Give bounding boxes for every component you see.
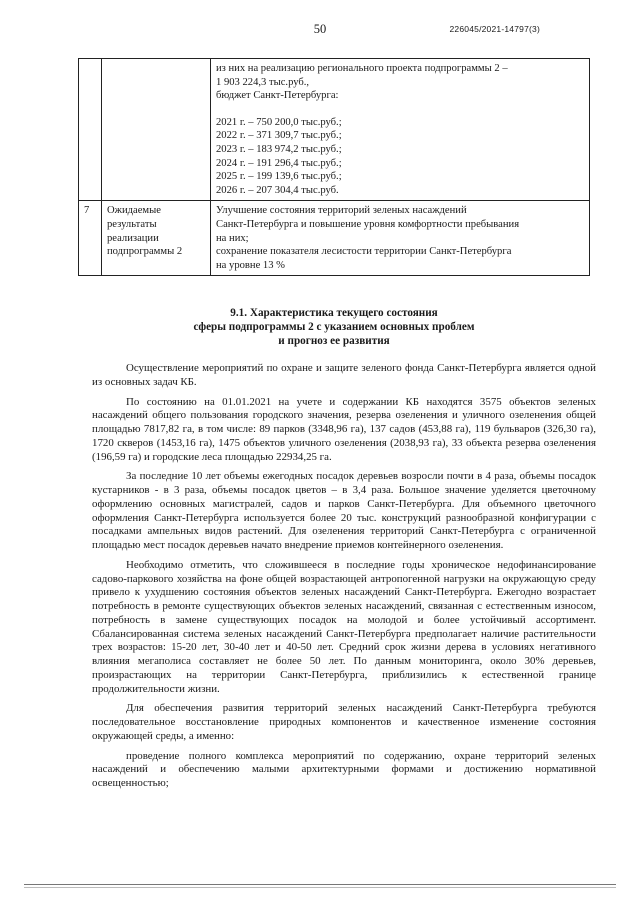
row-number-cell: 7 [79,201,102,276]
funding-year-line: 2026 г. – 207 304,4 тыс.руб. [216,184,339,196]
paragraph: проведение полного комплекса мероприятий по содержанию, охране территорий зеленых насаждений и обеспечению малыми архитектурными формами и достижению нормативной освещенностью; [92,749,596,789]
funding-line: бюджет Санкт-Петербурга: [216,90,339,102]
page-number: 50 [313,22,327,36]
section-title-line: 9.1. Характеристика текущего состояния [230,307,438,319]
subprogram-passport-table [78,58,590,276]
section-title [78,306,590,348]
row-name-cell [102,59,211,201]
expected-results-cell [211,201,590,276]
funding-year-line: 2022 г. – 371 309,7 тыс.руб.; [216,130,342,142]
funding-line: 1 903 224,3 тыс.руб., [216,76,310,88]
scan-edge-line [24,887,616,888]
paragraph: Необходимо отметить, что сложившееся в последние годы хроническое недофинансирование садово-паркового хозяйства на фоне общей возрастающей антропогенной нагрузки на окружающую среду привело к ухудшению состояния объектов зеленых насаждений Санкт-Петербурга. Ежегодно возрастает потребность в ремонте существующих объектов зеленых насаждений, связанная с естественным износом, потребность в замене существующих посадок на молодой и более устойчивый ассортимент. Сбалансированная система зеленых насаждений Санкт-Петербурга предполагает наличие растительности трех возрастов: 15-20 лет, 30-40 лет и 40-50 лет. Средний срок жизни дерева в условиях негативного влияния мегаполиса составляет не более 50 лет. По данным мониторинга, около 30% деревьев, произрастающих на территории Санкт-Петербурга, приблизились к естественной границе продолжительности жизни. [92,558,596,695]
result-line: Санкт-Петербурга и повышение уровня комфортности пребывания [216,218,520,230]
result-line: Улучшение состояния территорий зеленых насаждений [216,205,467,217]
scan-edge-line [24,884,616,885]
row-name-cell [102,201,211,276]
funding-details-cell [211,59,590,201]
funding-year-line: 2025 г. – 199 139,6 тыс.руб.; [216,171,342,183]
section-title-line: сферы подпрограммы 2 с указанием основных проблем [193,321,475,333]
row-name-line: Ожидаемые [107,205,161,217]
row-number-cell [79,59,102,201]
funding-year-line: 2024 г. – 191 296,4 тыс.руб.; [216,157,342,169]
result-line: на уровне 13 % [216,259,285,271]
section-title-line: и прогноз ее развития [278,335,390,347]
body-text [92,362,596,797]
funding-year-line: 2023 г. – 183 974,2 тыс.руб.; [216,143,342,155]
paragraph: Осуществление мероприятий по охране и защите зеленого фонда Санкт-Петербурга является одной из основных задач КБ. [92,362,596,388]
row-name-line: подпрограммы 2 [107,246,183,258]
row-name-line: реализации [107,232,159,244]
table-row-expected-results [79,201,590,276]
result-line: сохранение показателя лесистости территории Санкт-Петербурга [216,246,512,258]
paragraph: За последние 10 лет объемы ежегодных посадок деревьев возросли почти в 4 раза, объемы посадок кустарников - в 3 раза, объемы посадок цветов – в 3,4 раза. Большое значение уделяется цветочному оформлению основных магистралей, садов и парков Санкт-Петербурга. Для объемного цветочного оформления Санкт-Петербурга используется более 20 тыс. конструкций разнообразной конфигурации с посадками ампельных видов растений. Для озеленения территорий Санкт-Петербурга с ограниченной площадью мест посадок деревьев начато внедрение приемов контейнерного озеленения. [92,470,596,551]
funding-spacer [216,103,584,116]
table-row-funding [79,59,590,201]
funding-year-line: 2021 г. – 750 200,0 тыс.руб.; [216,116,342,128]
paragraph: По состоянию на 01.01.2021 на учете и содержании КБ находятся 3575 объектов зеленых насаждений общего пользования городского значения, резерва озеленения и уличного озеленения общей площадью 7817,82 га, в том числе: 89 парков (3348,96 га), 137 садов (453,88 га), 119 бульваров (326,30 га), 1720 скверов (1453,16 га), 1475 объектов уличного озеленения (2038,93 га), 33 объекта резерва озеленения (196,59 га) и городские леса площадью 22934,25 га. [92,395,596,463]
row-name-line: результаты [107,218,157,230]
result-line: на них; [216,232,249,244]
paragraph: Для обеспечения развития территорий зеленых насаждений Санкт-Петербурга требуются последовательное восстановление природных компонентов и качественное изменение состояния окружающей среды, а именно: [92,702,596,742]
funding-line: из них на реализацию регионального проекта подпрограммы 2 – [216,63,508,74]
document-registration-code: 226045/2021-14797(3) [449,24,540,34]
